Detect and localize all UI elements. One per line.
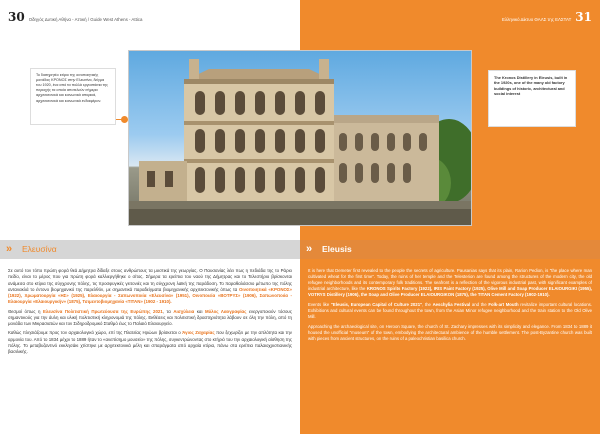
english-p1-highlight: KRONOS Spirits Factory (1922), IRIS Paint Factory (1925), Olive Mill and Soap Producer ELAIOURGIKI (1955), VOTRYS Distillery (1906), the Soap and Olive Producer ELAIOURGIKON (1875), the TITAN Cement Factory (1902-1910). <box>308 286 593 298</box>
caption-pin-right <box>474 114 481 121</box>
english-p1-text: It is here that Demeter first revealed to the people the secrets of agriculture. Pausanias says that its plain, Rarion Pedion, is "the place where man cultivated wheat for the first time". Today, the ruins of her temple and the Telesterion are found among the structures of the modern city, the old refugee neighborhoods and its contemporary folk traditions. The seafront is a reflection of the vigorous industrial past, with significant examples of industrial architecture, like the <box>308 268 592 292</box>
english-p2-highlight: "Eleusis, European Capital of Culture 2021" <box>330 301 423 307</box>
english-body <box>308 268 592 346</box>
english-paragraph-2 <box>308 302 592 320</box>
header-left <box>8 10 142 24</box>
chevron-right-icon: » <box>306 243 313 255</box>
greek-p3-highlight: Άγιος Ζαχαρίας <box>182 330 215 336</box>
english-p2-text-d: revitalize important cultural locations. Exhibitions and cultural events can be found throughout the town, from the Asian Minor refugee neighborhood and the train station to the Old Olive Mill. <box>308 301 593 320</box>
section-title-greek: Ελευσίνα <box>22 244 57 254</box>
greek-p2-text-a: Θεσμοί όπως η <box>8 308 41 314</box>
page-number-left: 30 <box>8 10 25 24</box>
page-number-right: 31 <box>575 10 592 24</box>
caption-greek: Το διατηρητέο κτίριο της οινοποιητικής μονάδας ΚΡΟΝΟΣ στην Ελευσίνα, δείγμα του 1920, ένα από τα πολλά εργοστάσια της περιοχής τα οποία αποτελούν σήμερα αρχιτεκτονικά και κοινωνικά ιστορικά, αρχιτεκτονικά και κοινωνικά ενδιαφέρον. <box>30 68 116 125</box>
greek-p1-highlight: Οινοποιητικά «ΚΡΟΝΟΣ» (1922), Χρωματουργία «ΗΣ» (1925), Ελαιουργία - Σαπωνοποιία «Ελευσίνα» (1951), Οινοποιεία «ΒΟΤΡΥΣ» (1906), Σαπωνοποιία - Ελαιουργία «Ελαιουργικήν» (1875), Τσιμεντοβιομηχανία «ΤΙΤΑΝ» (1902 - 1910). <box>8 286 292 305</box>
english-p2-text-b: , the <box>422 301 431 307</box>
distillery-photo <box>128 50 472 226</box>
greek-p2-highlight: Ελευσίνα Πολιτιστική Πρωτεύουσα της Ευρώπης 2021 <box>42 308 163 314</box>
caption-english: The Kronos Distillery in Eleusis, built in the 1920s, one of the many old factory buildings of historic, architectural and social interest <box>488 70 576 127</box>
greek-body <box>8 268 292 358</box>
greek-p2-highlight-3: Μύλος Λαογραφίας <box>204 308 247 314</box>
header-right-title: Ελληνικό Δίκτυο ΘΑΛΣ της ΕΛΣΤΑΤ <box>502 17 572 22</box>
header-left-title: Οδηγός Δυτική Αθήνα - Αττική / Guide West Athens - Attica <box>28 17 143 22</box>
english-p2-highlight-3: Folk-art Mouth <box>488 301 519 307</box>
section-title-english: Eleusis <box>322 244 352 254</box>
greek-paragraph-2 <box>8 309 292 328</box>
english-p2-text-c: and the <box>471 301 487 307</box>
greek-p2-highlight-2: Αισχύλεια <box>173 308 195 314</box>
chevron-right-icon: » <box>6 243 13 255</box>
caption-connector-right <box>480 117 488 118</box>
header-right <box>502 10 592 24</box>
greek-p3-text-a: Καθώς πλησιάζουμε προς τον αρχαιολογικό χώρο, επί της Πλατείας Ηρώων βρίσκεται ο <box>8 330 181 336</box>
greek-paragraph-1 <box>8 268 292 306</box>
caption-pin-left <box>121 116 128 123</box>
english-p2-text-a: Events like <box>308 301 330 307</box>
greek-p2-text-b: , τα <box>162 308 171 314</box>
greek-paragraph-3 <box>8 330 292 355</box>
greek-p2-text-d: ενεργοποιούν τόσους σημαντικούς για την άυλη και υλική πολιτιστική κληρονομιά της πόλης. Εκθέσεις και πολιτιστική δραστηριότητα λάβουν σε όλη την πόλη, από τη μονάδα των Μικρασιατών και τον Σιδηροδρομικό Σταθμό έως το Παλαιό Ελαιουργείο. <box>8 308 292 326</box>
english-paragraph-1 <box>308 268 592 298</box>
greek-p3-text-b: που ξεχωρίζει με την απλότητα και την αρμονία του. Από το 1834 μέχρι το 1889 ήταν το «ανεπίσημο μουσείο» της πόλης, συγκεντρώνοντας στο κτήριό του την αρχαιολογική αίσθηση της πόλης. Το μεταβυζαντινό εκκλησάκι χτίστηκε με αρχιτεκτονικά μέλη και σπαράγματα από αρχαία κτίρια, πάνω στα ερείπια παλαιοχριστιανικής βασιλικής. <box>8 330 292 354</box>
english-paragraph-3: Approaching the archaeological site, on Heroon Square, the church of St. Zachary impresses with its simplicity and elegance. From 1834 to 1889 it housed the unofficial "museum" of the town, embodying the architectural ambience of the humble settlement. The post-Byzantine church was built with pieces from ancient structures, on the ruins of a paleochristian basilica church. <box>308 323 592 341</box>
greek-p1-text: Σε αυτό τον τόπο πρώτη φορά θεά Δήμητρα δίδαξε στους ανθρώπους τα μυστικά της γεωργίας. Ο Παυσανίας λέει πως η πεδιάδα της το Ράριο πεδίο, είναι το μέρος που για πρώτη φορά καλλιεργήθηκε ο σίτος. Σήμερα τα ερείπια του ναού της Δήμητρας και το Τελεστήριο βρίσκονται ανάμεσα στο κτίρια της σύγχρονης πόλης, τις προσφυγικές γειτονιές και τη σύγχρονη λαϊκή της παράδοση. Το παραθαλάσσιο μέτωπο της πόλης αντανακλά το έντονο βιομηχανικό της παρελθόν, με σημαντικά παραδείγματα βιομηχανικής αρχιτεκτονικής όπως τα <box>8 268 292 292</box>
distillery-illustration <box>129 51 472 226</box>
english-p2-highlight-2: Aeschylia Festival <box>432 301 471 307</box>
greek-p2-text-c: και <box>196 308 203 314</box>
